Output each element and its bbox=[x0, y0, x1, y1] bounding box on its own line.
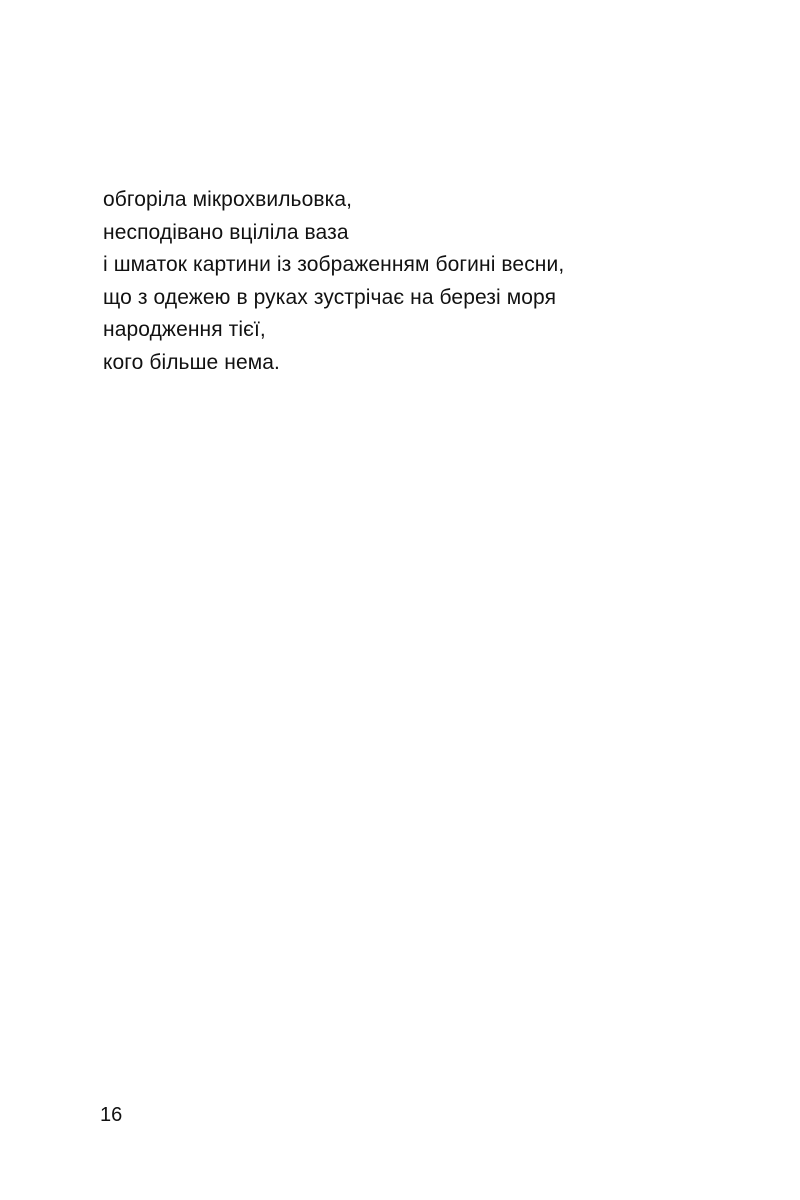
poem-line: несподівано вціліла ваза bbox=[103, 220, 349, 244]
poem-line: що з одежею в руках зустрічає на березі моря bbox=[103, 285, 557, 309]
poem-line: обгоріла мікрохвильовка, bbox=[103, 188, 353, 211]
poem-line: і шматок картини із зображенням богині весни, bbox=[103, 253, 565, 276]
page-number: 16 bbox=[100, 1104, 123, 1126]
poem-stanza bbox=[103, 184, 723, 379]
poem-line: народження тієї, bbox=[103, 318, 266, 341]
poem-line: кого більше нема. bbox=[103, 350, 280, 374]
